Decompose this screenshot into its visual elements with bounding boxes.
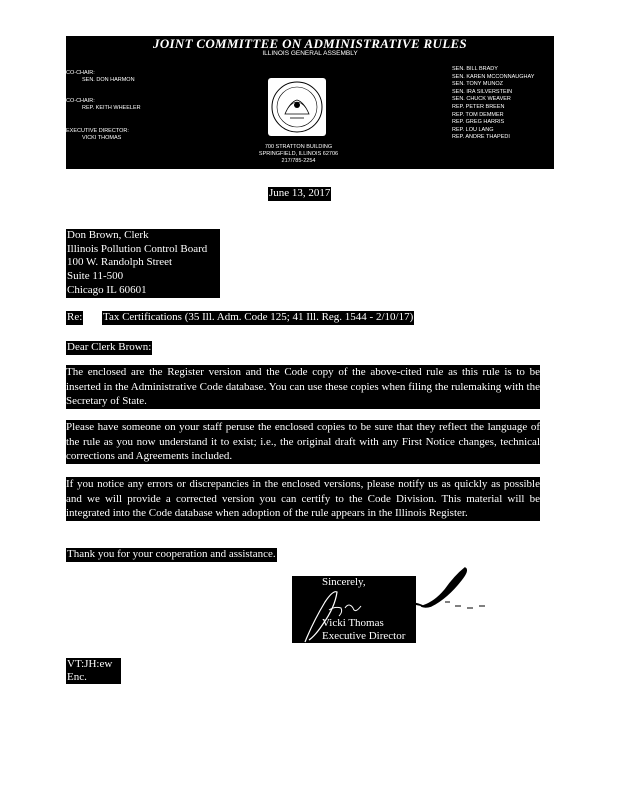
executive-director [66,128,129,142]
letter-date: June 13, 2017 [269,187,331,199]
committee-address [226,144,371,165]
recipient-line: Illinois Pollution Control Board [67,242,208,255]
body-paragraph-1: The enclosed are the Register version and the Code copy of the above-cited rule as this rule is to be inserted in the Administrative Code database. You can use these copies when filing the rulemaking with the Secretary of State. [66,366,540,408]
body-paragraph-2: Please have someone on your staff peruse the enclosed copies to be sure that they reflect the language of the rule as you now understand it to exist; i.e., the original draft with any First Notice changes, technical corrections and Agreements included. [66,421,540,463]
address-line-1: 700 STRATTON BUILDING [264,144,333,150]
member: SEN. BILL BRADY [452,66,498,72]
closing: Sincerely, [322,576,366,588]
reference-initials-block [66,658,121,684]
initials: VT:JH:ew [67,658,113,670]
cochair-1 [66,70,135,84]
recipient-line: Don Brown, Clerk [67,229,149,241]
salutation: Dear Clerk Brown: [67,341,152,353]
director-label: EXECUTIVE DIRECTOR: [66,128,129,134]
assembly-subtitle: ILLINOIS GENERAL ASSEMBLY [262,50,358,57]
recipient-address [66,229,220,298]
member: SEN. CHUCK WEAVER [452,96,511,103]
director-name: VICKI THOMAS [82,135,122,141]
cochair-2 [66,98,141,112]
cochair-2-name: REP. KEITH WHEELER [82,105,141,111]
address-line-2: SPRINGFIELD, ILLINOIS 62706 [258,151,339,157]
recipient-line: Chicago IL 60601 [67,283,147,296]
member: REP. TOM DEMMER [452,111,504,118]
enclosure: Enc. [67,671,87,683]
phone: 217/785-2254 [281,158,316,164]
cochair-1-label: CO-CHAIR: [66,70,95,76]
recipient-line: 100 W. Randolph Street [67,256,173,269]
member: SEN. IRA SILVERSTEIN [452,88,513,95]
signer-name: Vicki Thomas [322,617,384,629]
thank-you-line: Thank you for your cooperation and assistance. [67,548,276,560]
member: SEN. KAREN MCCONNAUGHAY [452,73,535,80]
committee-title: JOINT COMMITTEE ON ADMINISTRATIVE RULES [153,36,467,51]
member-list [452,66,534,142]
signer-title: Executive Director [322,630,406,642]
member: REP. PETER BREEN [452,103,505,110]
body-paragraph-3: If you notice any errors or discrepancies in the enclosed versions, please notify us as quickly as possible and we will provide a corrected version you can certify to the Code Division. This material will be integrated into the Code database when adoption of the rule appears in the Illinois Register. [66,478,540,520]
re-label: Re: [67,311,83,323]
cochair-2-label: CO-CHAIR: [66,98,95,104]
member: REP. ANDRE THAPEDI [452,134,510,141]
member: SEN. TONY MUNOZ [452,81,504,88]
handwritten-signature-icon [295,562,495,652]
recipient-line: Suite 11-500 [67,270,124,283]
state-seal-icon [268,78,326,136]
cochair-1-name: SEN. DON HARMON [82,77,135,83]
member: REP. GREG HARRIS [452,119,505,126]
letterhead [66,36,554,169]
re-subject: Tax Certifications (35 Ill. Adm. Code 125; 41 Ill. Reg. 1544 - 2/10/17) [103,311,414,323]
member: REP. LOU LANG [452,126,494,133]
